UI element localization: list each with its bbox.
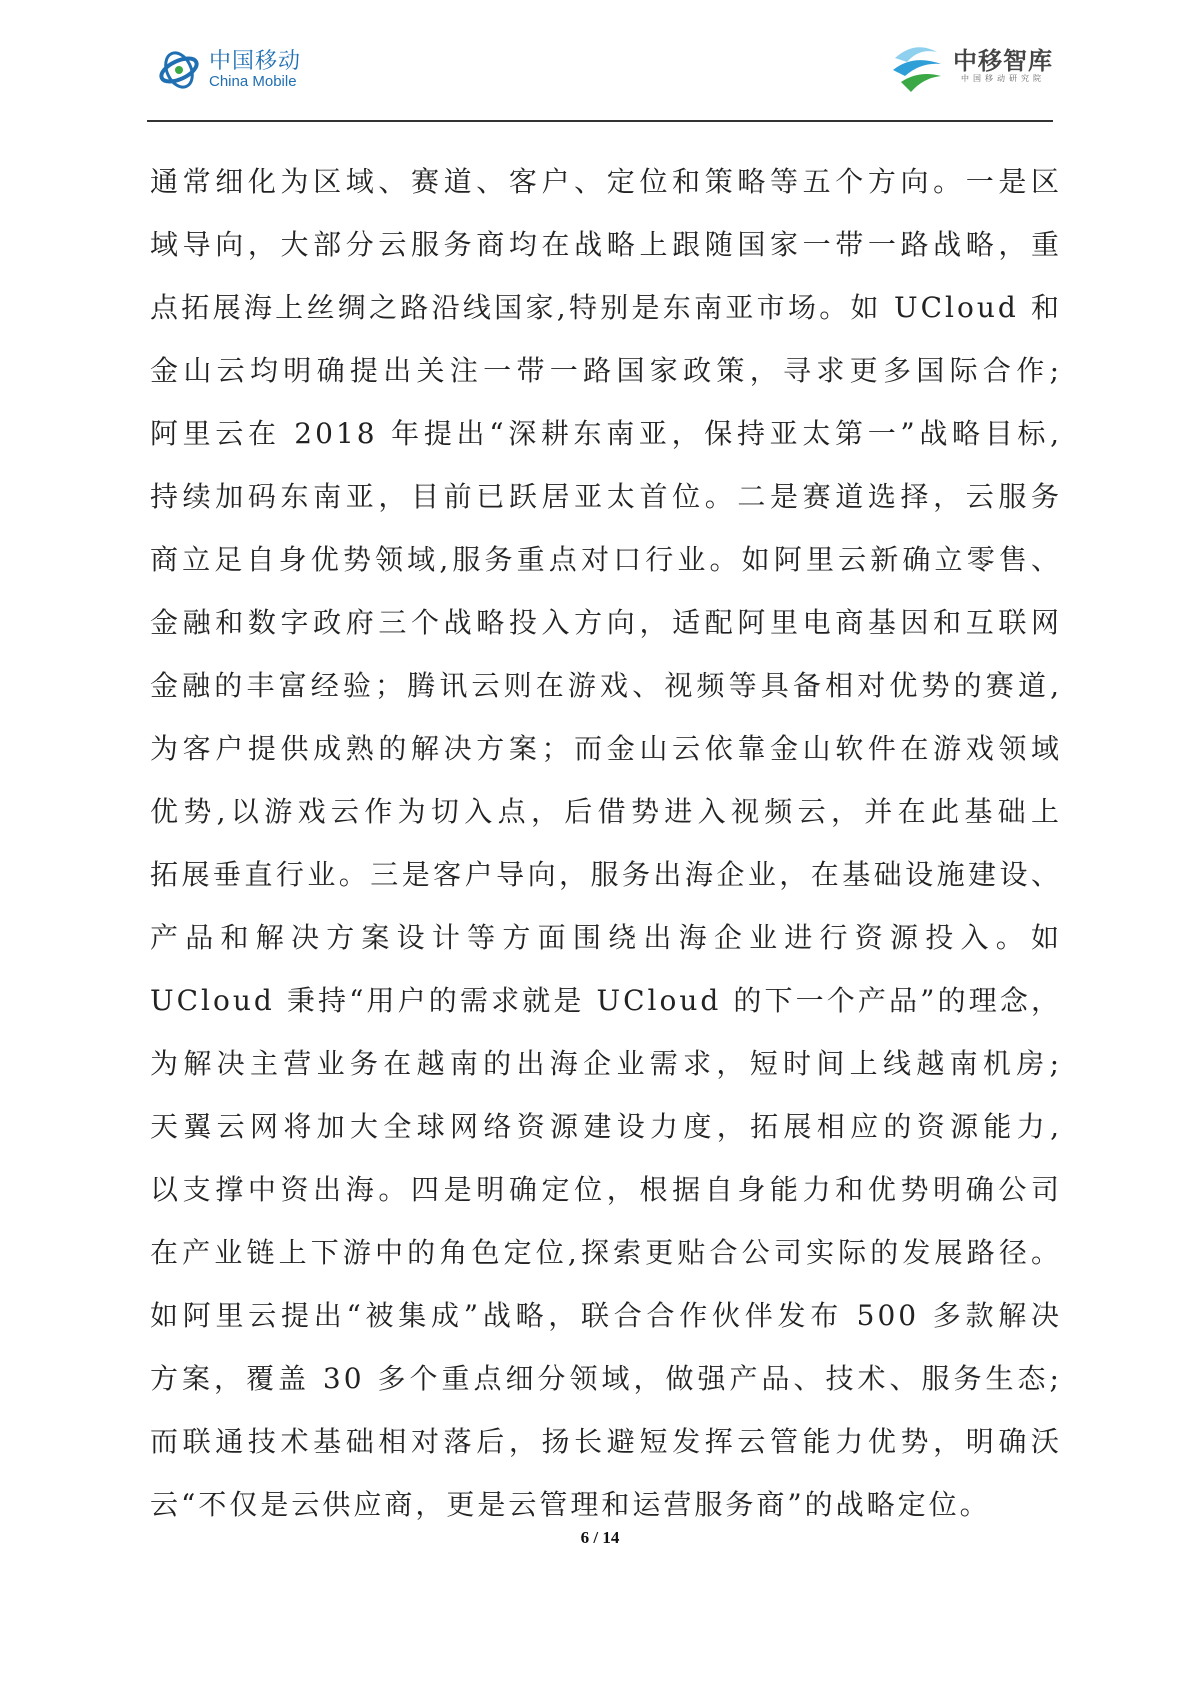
text-line: 阿里云在 2018 年提出“深耕东南亚，保持亚太第一”战略目标,	[150, 417, 1062, 450]
text-line: 金融和数字政府三个战略投入方向，适配阿里电商基因和互联网	[150, 606, 1062, 639]
text-line: 点拓展海上丝绸之路沿线国家,特别是东南亚市场。如 UCloud 和	[150, 291, 1062, 324]
page-header	[147, 30, 1053, 122]
text-line: 持续加码东南亚，目前已跃居亚太首位。二是赛道选择，云服务	[150, 480, 1062, 513]
china-mobile-cn: 中国移动	[209, 48, 302, 74]
text-line: 方案，覆盖 30 多个重点细分领域，做强产品、技术、服务生态;	[150, 1362, 1062, 1395]
text-line: 金山云均明确提出关注一带一路国家政策，寻求更多国际合作;	[150, 354, 1062, 387]
think-tank-wave-icon	[887, 36, 947, 96]
text-line: 金融的丰富经验；腾讯云则在游戏、视频等具备相对优势的赛道,	[150, 669, 1062, 702]
text-line: 优势,以游戏云作为切入点，后借势进入视频云，并在此基础上	[150, 795, 1062, 828]
china-mobile-swirl-icon	[157, 48, 201, 92]
text-line: 天翼云网将加大全球网络资源建设力度，拓展相应的资源能力,	[150, 1110, 1062, 1143]
text-line: 而联通技术基础相对落后，扬长避短发挥云管能力优势，明确沃	[150, 1425, 1062, 1458]
text-line: 商立足自身优势领域,服务重点对口行业。如阿里云新确立零售、	[150, 543, 1062, 576]
zhongyi-think-tank-logo	[887, 36, 1053, 96]
china-mobile-logo	[157, 48, 301, 92]
text-line: 为客户提供成熟的解决方案；而金山云依靠金山软件在游戏领域	[150, 732, 1062, 765]
text-line: 云“不仅是云供应商，更是云管理和运营服务商”的战略定位。	[150, 1488, 991, 1521]
text-line: 在产业链上下游中的角色定位,探索更贴合公司实际的发展路径。	[150, 1236, 1062, 1269]
text-line: 产品和解决方案设计等方面围绕出海企业进行资源投入。如	[150, 921, 1062, 954]
text-line: 如阿里云提出“被集成”战略，联合合作伙伴发布 500 多款解决	[150, 1299, 1062, 1332]
think-tank-cn: 中移智库	[953, 47, 1053, 76]
think-tank-sub: 中国移动研究院	[961, 73, 1045, 83]
text-line: 以支撑中资出海。四是明确定位，根据自身能力和优势明确公司	[150, 1173, 1062, 1206]
text-line: 为解决主营业务在越南的出海企业需求，短时间上线越南机房;	[150, 1047, 1062, 1080]
china-mobile-en: China Mobile	[209, 72, 297, 90]
text-line: UCloud 秉持“用户的需求就是 UCloud 的下一个产品”的理念，	[150, 984, 1062, 1017]
text-line: 域导向，大部分云服务商均在战略上跟随国家一带一路战略，重	[150, 228, 1062, 261]
text-line: 通常细化为区域、赛道、客户、定位和策略等五个方向。一是区	[150, 165, 1062, 198]
page-number: 6 / 14	[580, 1528, 620, 1547]
text-line: 拓展垂直行业。三是客户导向，服务出海企业，在基础设施建设、	[150, 858, 1062, 891]
body-text	[150, 150, 1062, 1536]
